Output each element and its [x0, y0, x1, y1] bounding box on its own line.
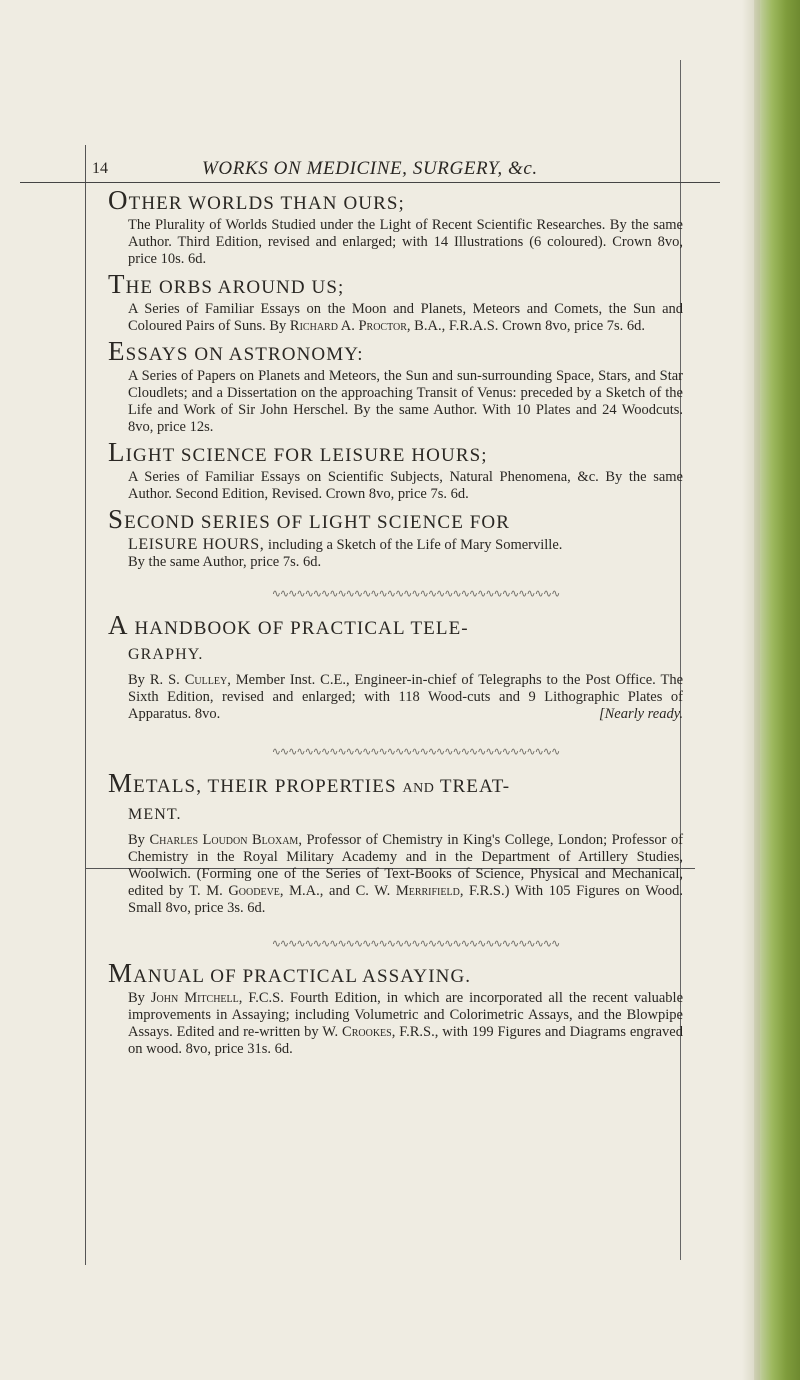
- title-text: THER WORLDS THAN OURS;: [128, 193, 405, 214]
- description-text: Member Inst. C.E., Engineer-in-chief of Telegraphs to the Post Office. The Sixth Edition, revised and enlarged; with 118 Wood-cuts and 9 Lithographic Plates of Apparatus. 8vo.: [128, 672, 683, 722]
- title-initial: M: [108, 768, 134, 798]
- catalogue-content: [108, 185, 684, 1058]
- editor-name: Crookes, F.R.S.,: [342, 1024, 439, 1040]
- description-text: By the same Author, price 7s. 6d.: [128, 554, 322, 570]
- entry-title: [108, 504, 683, 536]
- title-text-continued: GRAPHY.: [128, 646, 204, 663]
- title-text: TREAT-: [439, 776, 511, 797]
- title-text: HE ORBS AROUND US;: [125, 277, 345, 298]
- title-text: IGHT SCIENCE FOR LEISURE HOURS;: [125, 445, 488, 466]
- ornamental-divider: ∿∿∿∿∿∿∿∿∿∿∿∿∿∿∿∿∿∿∿∿∿∿∿∿∿∿∿∿∿∿∿∿∿∿∿: [271, 938, 560, 950]
- title-initial: T: [108, 269, 126, 299]
- entry-title: [108, 958, 683, 990]
- title-initial: S: [108, 504, 125, 534]
- title-text: ETALS, THEIR PROPERTIES: [133, 776, 397, 797]
- title-initial: E: [108, 336, 126, 366]
- header-rule: [20, 182, 720, 183]
- title-conjunction: AND: [402, 781, 435, 796]
- description-text: including a Sketch of the Life of Mary Somerville.: [268, 537, 563, 553]
- entry-description: The Plurality of Worlds Studied under the Light of Recent Scientific Researches. By the same Author. Third Edition, revised and enlarged; with 14 Illustrations (6 coloured). Crown 8vo, price 10s. 6d.: [128, 217, 683, 267]
- title-initial: O: [108, 185, 129, 215]
- page-number: 14: [92, 160, 108, 177]
- catalogue-entry: [108, 504, 683, 571]
- entry-title: [108, 610, 683, 642]
- entry-description: [108, 536, 683, 571]
- title-initial: M: [108, 958, 134, 988]
- page-header: [92, 158, 667, 182]
- title-text: HANDBOOK OF PRACTICAL TELE-: [134, 618, 469, 639]
- ornamental-divider: ∿∿∿∿∿∿∿∿∿∿∿∿∿∿∿∿∿∿∿∿∿∿∿∿∿∿∿∿∿∿∿∿∿∿∿: [271, 588, 560, 600]
- title-initial: L: [108, 437, 126, 467]
- description-text: with 199 Figures and Diagrams engraved on wood. 8vo, price 31s. 6d.: [128, 1024, 683, 1057]
- editor-name: C. W. Merrifield, F.R.S.): [355, 883, 510, 899]
- entry-description: A Series of Familiar Essays on Scientific Subjects, Natural Phenomena, &c. By the same Author. Second Edition, Revised. Crown 8vo, price 7s. 6d.: [128, 469, 683, 502]
- catalogue-entry: [108, 437, 683, 503]
- title-text-continued: MENT.: [128, 806, 182, 823]
- entry-title: [108, 269, 683, 301]
- title-text: SSAYS ON ASTRONOMY:: [125, 344, 364, 365]
- running-head: WORKS ON MEDICINE, SURGERY, &c.: [202, 158, 538, 179]
- description-text: and: [329, 883, 350, 899]
- publication-note: [Nearly ready.: [598, 706, 683, 722]
- description-text: A Series of Familiar Essays on the Moon and Planets, Meteors and Comets, the Sun and Coloured Pairs of Suns. By: [128, 301, 683, 334]
- book-binding-edge: [754, 0, 800, 1380]
- entry-description: [108, 832, 683, 917]
- author-name: R. S. Culley,: [149, 672, 231, 688]
- description-text: Fourth Edition, in which are incorporated all the recent valuable improvements in Assaying; including Volumetric and Colorimetric Assays, and the Blowpipe Assays. Edited and re-written by W.: [128, 990, 684, 1040]
- author-name: Charles Loudon Bloxam,: [149, 832, 302, 848]
- description-text: By: [128, 990, 145, 1006]
- entry-title: [108, 768, 683, 802]
- entry-title: [108, 336, 683, 368]
- catalogue-entry: [108, 768, 684, 917]
- catalogue-entry: [108, 185, 683, 268]
- description-text: By: [128, 672, 145, 688]
- page-border-left: [85, 145, 86, 1265]
- description-text: Professor of Chemistry in King's College, London; Professor of Chemistry in the Royal Military Academy and in the Department of Artillery Studies, Woolwich. (Forming one of the Series of Text-Books of Science, Physical and Mechanical, edited by: [128, 832, 684, 899]
- catalogue-entry: [108, 336, 683, 436]
- page-gutter-shadow: [742, 0, 760, 1380]
- entry-title: [108, 185, 683, 217]
- title-text: ECOND SERIES OF LIGHT SCIENCE FOR: [124, 512, 511, 533]
- entry-description: [108, 990, 683, 1058]
- title-text-continued: LEISURE HOURS,: [128, 536, 265, 553]
- title-initial: A: [108, 610, 129, 640]
- title-text: ANUAL OF PRACTICAL ASSAYING.: [133, 966, 472, 987]
- description-text: With 105 Figures on Wood. Small 8vo, price 3s. 6d.: [128, 883, 684, 916]
- entry-description: [108, 672, 683, 723]
- entry-title: [108, 437, 683, 469]
- catalogue-entry: [108, 958, 684, 1058]
- author-name: Richard A. Proctor, B.A., F.R.A.S.: [289, 318, 499, 334]
- entry-description: [108, 301, 683, 335]
- catalogue-entry: [108, 610, 683, 723]
- ornamental-divider: ∿∿∿∿∿∿∿∿∿∿∿∿∿∿∿∿∿∿∿∿∿∿∿∿∿∿∿∿∿∿∿∿∿∿∿: [271, 746, 560, 758]
- entry-description: A Series of Papers on Planets and Meteors, the Sun and sun-surrounding Space, Stars, and Star Cloudlets; and a Dissertation on the approaching Transit of Venus: preceded by a Sketch of the Life and Work of Sir John Herschel. By the same Author. With 10 Plates and 24 Woodcuts. 8vo, price 12s.: [128, 368, 683, 435]
- catalogue-entry: [108, 269, 683, 335]
- author-name: John Mitchell, F.C.S.: [150, 990, 284, 1006]
- editor-name: T. M. Goodeve, M.A.,: [189, 883, 324, 899]
- description-text: Crown 8vo, price 7s. 6d.: [502, 318, 646, 334]
- description-text: By: [128, 832, 145, 848]
